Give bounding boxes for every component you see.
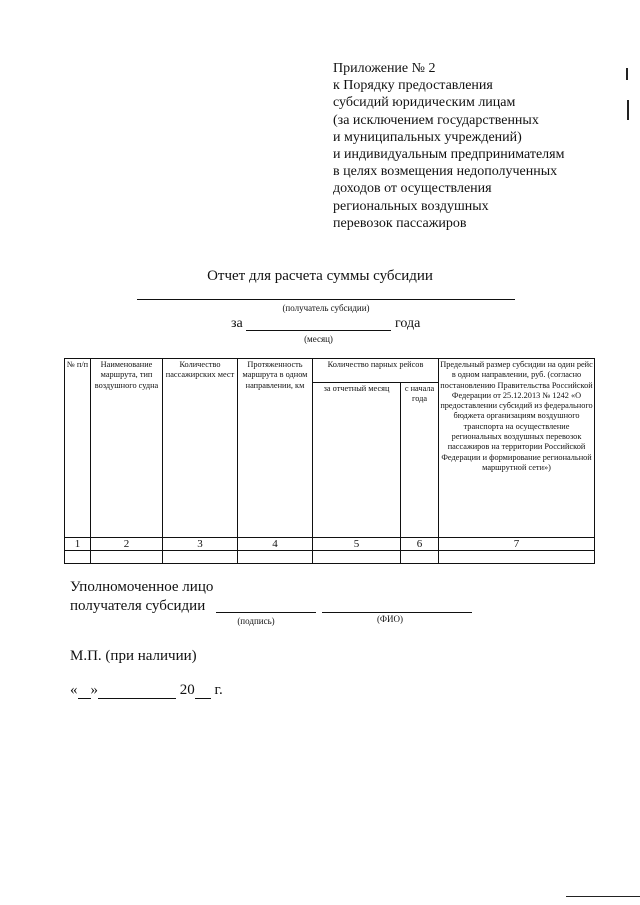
- recipient-field-line: [137, 299, 515, 300]
- header-pairs-month: за отчетный месяц: [313, 383, 401, 538]
- day-field-line: [78, 685, 91, 699]
- report-title: Отчет для расчета суммы субсидии: [207, 268, 433, 284]
- seal-label: М.П. (при наличии): [70, 648, 197, 664]
- period-prefix: за: [231, 316, 243, 331]
- table-cell: [439, 551, 595, 564]
- appendix-line: и муниципальных учреждений): [333, 129, 522, 145]
- fio-field-line: [322, 612, 472, 613]
- appendix-line: (за исключением государственных: [333, 112, 539, 128]
- date-line: [70, 682, 223, 699]
- header-num: № п/п: [65, 359, 91, 538]
- month-caption: (месяц): [304, 334, 333, 344]
- date-year-suffix: г.: [214, 682, 223, 698]
- month-field-line: [246, 330, 391, 331]
- appendix-line: перевозок пассажиров: [333, 215, 467, 231]
- header-length: Протяженность маршрута в одном направлении, км: [238, 359, 313, 538]
- appendix-line: доходов от осуществления: [333, 181, 492, 197]
- signature-field-line: [216, 612, 316, 613]
- table-cell: [401, 551, 439, 564]
- appendix-line: в целях возмещения недополученных: [333, 164, 558, 180]
- period-suffix: года: [395, 316, 421, 331]
- appendix-line: к Порядку предоставления: [333, 78, 493, 94]
- date-year-prefix: 20: [179, 682, 195, 698]
- table-cell: [91, 551, 163, 564]
- appendix-line: Приложение № 2: [333, 61, 436, 76]
- date-quote-close: »: [90, 682, 98, 698]
- date-quote-open: «: [70, 682, 78, 698]
- column-number: 3: [163, 538, 238, 551]
- signature-caption: (подпись): [237, 616, 275, 626]
- column-number: 1: [65, 538, 91, 551]
- recipient-caption: (получатель субсидии): [282, 303, 370, 313]
- year-field-line: [195, 685, 211, 699]
- report-table: [64, 358, 595, 564]
- authorized-person-label: Уполномоченное лицо: [70, 579, 214, 595]
- table-cell: [163, 551, 238, 564]
- column-number: 4: [238, 538, 313, 551]
- appendix-header: [333, 60, 564, 232]
- table-cell: [238, 551, 313, 564]
- header-pairs-year: с начала года: [401, 383, 439, 538]
- scan-mark: [627, 100, 629, 120]
- table-row: [65, 551, 595, 564]
- appendix-line: и индивидуальным предпринимателям: [333, 147, 565, 163]
- table-cell: [313, 551, 401, 564]
- column-number: 5: [313, 538, 401, 551]
- month-field-line: [98, 685, 176, 699]
- column-number: 7: [439, 538, 595, 551]
- scan-mark: [566, 896, 640, 897]
- column-numbers-row: [65, 538, 595, 551]
- appendix-line: субсидий юридическим лицам: [333, 95, 516, 111]
- header-route: Наименование маршрута, тип воздушного судна: [91, 359, 163, 538]
- header-pairs: Количество парных рейсов: [313, 359, 439, 383]
- appendix-line: региональных воздушных: [333, 198, 489, 214]
- table-cell: [65, 551, 91, 564]
- recipient-label: получателя субсидии: [70, 598, 206, 614]
- column-number: 2: [91, 538, 163, 551]
- header-seats: Количество пассажирских мест: [163, 359, 238, 538]
- header-limit: Предельный размер субсидии на один рейс в одном направлении, руб. (согласно постановлению Правительства Российской Федерации от 25.12.2013 № 1242 «О предоставлении субсидий из федерального бюджета организациям воздушного транспорта на осуществление региональных воздушных перевозок пассажиров на территории Российской Федерации и формирование региональной маршрутной сети»): [439, 359, 595, 538]
- scan-mark: [626, 68, 628, 80]
- column-number: 6: [401, 538, 439, 551]
- fio-caption: (ФИО): [376, 614, 404, 624]
